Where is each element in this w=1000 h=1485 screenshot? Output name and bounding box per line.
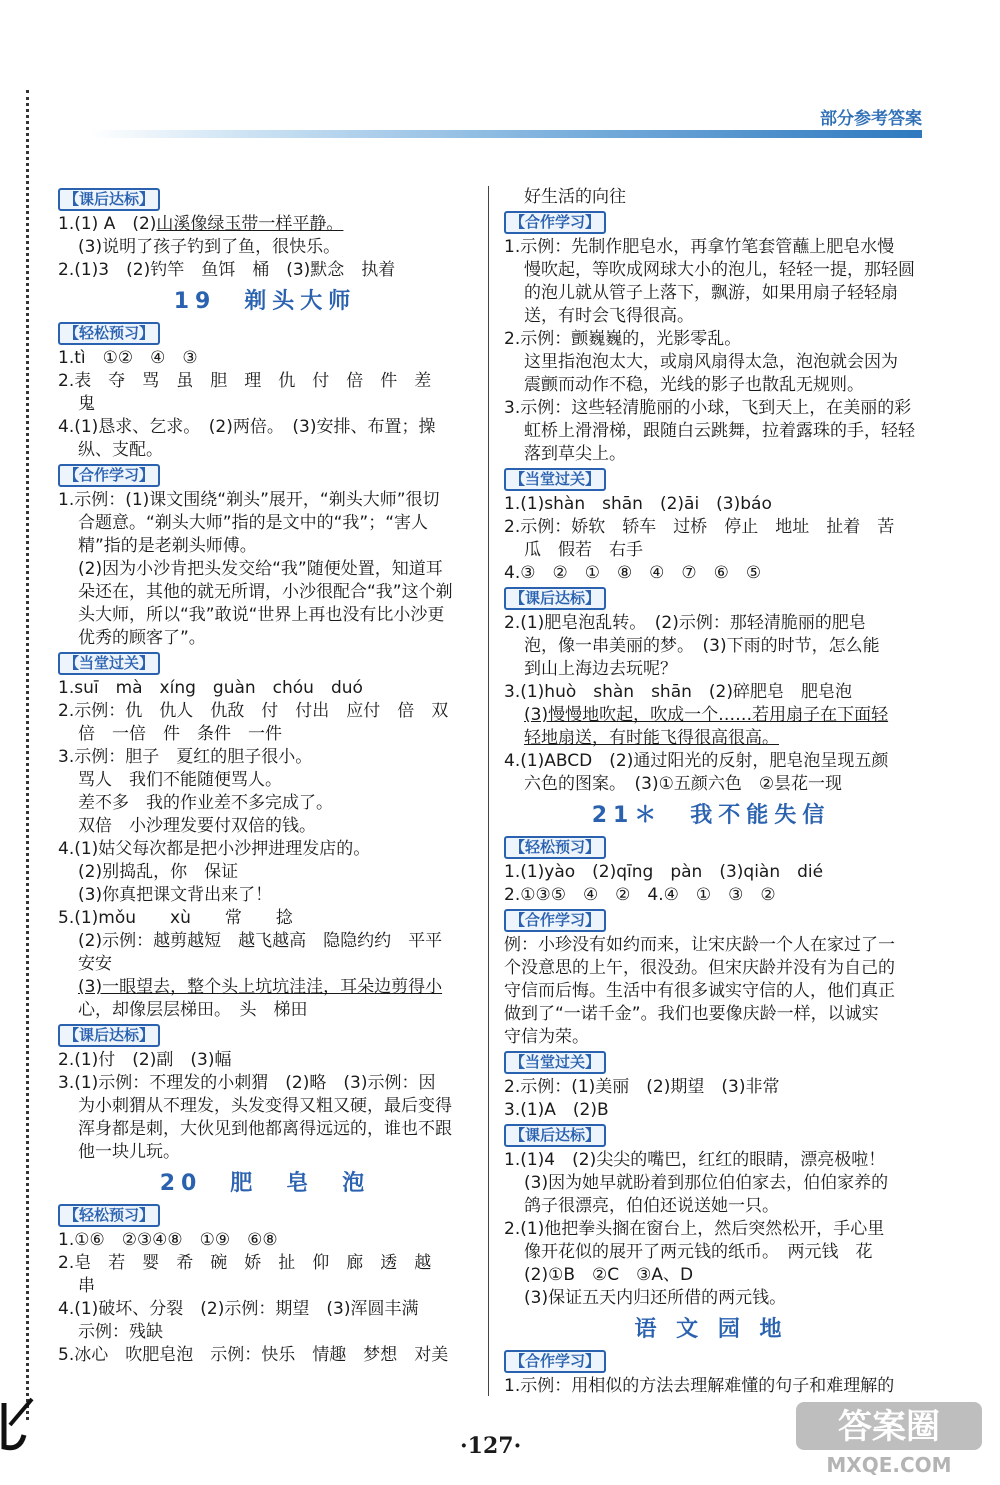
answer-text: 落到草尖上。	[524, 444, 626, 464]
section-tag-row	[504, 1349, 918, 1374]
answer-line	[504, 1026, 918, 1049]
section-tag: 【课后达标】	[504, 1124, 606, 1147]
answer-text: 骂人 我们不能随便骂人。	[78, 770, 282, 790]
answer-line	[58, 535, 472, 558]
answer-text: 串	[78, 1276, 95, 1296]
section-tag-row	[58, 187, 472, 212]
answer-line	[504, 562, 918, 585]
answer-text: 倍 一倍 件 条件 一件	[78, 724, 282, 744]
answer-text: 浑身都是刺，大伙见到他都离得远远的，谁也不跟	[78, 1119, 452, 1139]
answer-line	[504, 750, 918, 773]
answer-text: 泡，像一串美丽的梦。 (3)下雨的时节，怎么能	[524, 636, 880, 656]
answer-line	[504, 236, 918, 259]
answer-line	[504, 934, 918, 957]
answer-line	[58, 976, 472, 999]
answer-line	[504, 681, 918, 704]
answer-text: (2)因为小沙肯把头发交给“我”随便处置，知道耳	[78, 559, 443, 579]
section-tag-row	[58, 321, 472, 346]
answer-text: (2)别捣乱，你 保证	[78, 862, 239, 882]
answer-line	[58, 884, 472, 907]
section-tag: 【当堂过关】	[504, 1051, 606, 1074]
answer-text: 3.示例：这些轻清脆丽的小球，飞到天上，在美丽的彩	[504, 398, 912, 418]
answer-text: 4.(1)ABCD (2)通过阳光的反射，肥皂泡呈现五颜	[504, 751, 889, 771]
answer-text: 六色的图案。 (3)①五颜六色 ②昙花一现	[524, 774, 843, 794]
watermark-line2: MXQE.COM	[826, 1453, 952, 1477]
answer-text: 1.示例：(1)课文围绕“剃头”展开，“剃头大师”很切	[58, 490, 440, 510]
answer-line	[58, 700, 472, 723]
answer-line	[58, 723, 472, 746]
answer-line	[504, 704, 918, 727]
answer-text: (3)慢慢地吹起，吹成一个……若用扇子在下面轻	[524, 705, 889, 725]
answer-line	[58, 1118, 472, 1141]
answer-line	[504, 186, 918, 209]
answer-line	[504, 420, 918, 443]
answer-line	[504, 397, 918, 420]
answer-line	[504, 635, 918, 658]
header-rule	[90, 130, 922, 138]
answer-line	[58, 236, 472, 259]
answer-line	[58, 1141, 472, 1164]
answer-text: (3)保证五天内归还所借的两元钱。	[524, 1288, 787, 1308]
section-tag: 【合作学习】	[504, 1350, 606, 1373]
answer-line	[58, 1095, 472, 1118]
answer-line	[504, 1287, 918, 1310]
answer-line	[58, 677, 472, 700]
answer-line	[504, 539, 918, 562]
answer-line	[504, 1076, 918, 1099]
answer-text: 5.(1)mǒu xù 常 捻	[58, 908, 293, 928]
answer-line	[504, 1172, 918, 1195]
answer-text: 3.(1)A (2)B	[504, 1100, 609, 1120]
answer-text: (3)因为她早就盼着到那位伯伯家去，伯伯家养的	[524, 1173, 889, 1193]
answer-line	[58, 1229, 472, 1252]
answer-line	[58, 259, 472, 282]
section-tag: 【轻松预习】	[504, 836, 606, 859]
lesson-title: 21＊ 我不能失信	[591, 803, 831, 828]
answer-line	[504, 305, 918, 328]
right-column	[504, 186, 918, 1398]
section-tag: 【合作学习】	[504, 909, 606, 932]
answer-line	[504, 259, 918, 282]
answer-line	[504, 1003, 918, 1026]
answer-text: 1.(1)4 (2)尖尖的嘴巴，红红的眼睛，漂亮极啦！	[504, 1150, 886, 1170]
answer-text: 差不多 我的作业差不多完成了。	[78, 793, 333, 813]
watermark	[794, 1398, 984, 1478]
answer-text: 2.(1)3 (2)钓竿 鱼饵 桶 (3)默念 执着	[58, 260, 396, 280]
watermark-logo-icon	[794, 1398, 984, 1478]
answer-text: (2)示例：越剪越短 越飞越高 隐隐约约 平平	[78, 931, 443, 951]
answer-text: 2.示例：颤巍巍的，光影零乱。	[504, 329, 742, 349]
answer-text: 2.表 夺 骂 虽 胆 理 仇 付 倍 件 差	[58, 371, 432, 391]
section-tag-row	[58, 463, 472, 488]
answer-text: 优秀的顾客了”。	[78, 628, 206, 648]
answer-line	[58, 213, 472, 236]
lesson-title: 语 文 园 地	[634, 1317, 788, 1342]
answer-text: 守信而后悔。生活中有很多诚实守信的人，他们真正	[504, 981, 895, 1001]
answer-text: 4.(1)破坏、分裂 (2)示例：期望 (3)浑圆丰满	[58, 1299, 419, 1319]
answer-text: 1.示例：用相似的方法去理解难懂的句子和难理解的	[504, 1376, 895, 1396]
section-tag: 【课后达标】	[58, 188, 160, 211]
left-column	[58, 186, 472, 1367]
answer-text: 1.suī mà xíng guàn chóu duó	[58, 678, 363, 698]
answer-text: 合题意。“剃头大师”指的是文中的“我”；“害人	[78, 513, 429, 533]
answer-line	[504, 773, 918, 796]
answer-text: 山溪像绿玉带一样平静。	[156, 214, 344, 234]
section-tag: 【轻松预习】	[58, 1204, 160, 1227]
section-tag-row	[58, 651, 472, 676]
answer-text: 5.冰心 吹肥皂泡 示例：快乐 情趣 梦想 对美	[58, 1345, 449, 1365]
answer-text: 头大师，所以“我”敢说“世界上再也没有比小沙更	[78, 605, 445, 625]
answer-text: 的泡儿就从管子上落下，飘游，如果用扇子轻轻扇	[524, 283, 898, 303]
section-tag: 【合作学习】	[58, 464, 160, 487]
answer-text: 2.示例：娇软 轿车 过桥 停止 地址 扯着 苦	[504, 517, 895, 537]
answer-line	[504, 328, 918, 351]
answer-text: (3)说明了孩子钓到了鱼，很快乐。	[78, 237, 341, 257]
answer-text: 这里指泡泡太大，或扇风扇得太急，泡泡就会因为	[524, 352, 898, 372]
answer-line	[504, 1264, 918, 1287]
answer-line	[504, 351, 918, 374]
answer-text: 瓜 假若 右手	[524, 540, 643, 560]
answer-line	[58, 627, 472, 650]
answer-text: (3)一眼望去，整个头上坑坑洼洼，耳朵边剪得小	[78, 977, 443, 997]
answer-line	[504, 1241, 918, 1264]
answer-text: 2.①③⑤ ④ ② 4.④ ① ③ ②	[504, 885, 776, 905]
section-tag-row	[504, 1050, 918, 1075]
answer-line	[58, 746, 472, 769]
answer-text: 3.示例：胆子 夏红的胆子很小。	[58, 747, 313, 767]
page-number: ·127·	[460, 1433, 522, 1459]
answer-line	[504, 980, 918, 1003]
answer-line	[58, 1321, 472, 1344]
answer-line	[58, 953, 472, 976]
answer-text: 鬼	[78, 394, 95, 414]
answer-text: 双倍 小沙理发要付双倍的钱。	[78, 816, 316, 836]
answer-line	[504, 1149, 918, 1172]
answer-text: 1.①⑥ ②③④⑧ ①⑨ ⑥⑧	[58, 1230, 278, 1250]
answer-text: 1.(1)yào (2)qīng pàn (3)qiàn dié	[504, 862, 824, 882]
section-tag: 【课后达标】	[58, 1024, 160, 1047]
answer-line	[58, 815, 472, 838]
binding-edge	[26, 90, 29, 1420]
answer-line	[58, 393, 472, 416]
answer-text: 例：小珍没有如约而来，让宋庆龄一个人在家过了一	[504, 935, 895, 955]
answer-text: 做到了“一诺千金”。我们也要像庆龄一样，以诚实	[504, 1004, 879, 1024]
answer-text: 2.皂 若 婴 希 碗 娇 扯 仰 廊 透 越	[58, 1253, 432, 1273]
answer-text: 鸽子很漂亮，伯伯还说送她一只。	[524, 1196, 779, 1216]
section-tag-row	[58, 1203, 472, 1228]
answer-text: 3.(1)huò shàn shān (2)碎肥皂 肥皂泡	[504, 682, 852, 702]
answer-text: 为小刺猬从不理发，头发变得又粗又硬，最后变得	[78, 1096, 452, 1116]
section-tag: 【当堂过关】	[504, 468, 606, 491]
answer-text: 慢吹起，等吹成网球大小的泡儿，轻轻一提，那轻圆	[524, 260, 915, 280]
answer-text: 朵还在，其他的就无所谓，小沙很配合“我”这个剃	[78, 582, 453, 602]
answer-line	[58, 930, 472, 953]
answer-line	[58, 558, 472, 581]
section-tag: 【合作学习】	[504, 211, 606, 234]
answer-line	[58, 1252, 472, 1275]
answer-text: 送，有时会飞得很高。	[524, 306, 694, 326]
answer-text: 2.(1)付 (2)副 (3)幅	[58, 1050, 232, 1070]
section-tag: 【当堂过关】	[58, 652, 160, 675]
answer-line	[504, 884, 918, 907]
answer-text: 安安	[78, 954, 112, 974]
answer-line	[504, 861, 918, 884]
section-tag-row	[504, 908, 918, 933]
answer-line	[58, 489, 472, 512]
answer-text: 心，却像层层梯田。 头 梯田	[78, 1000, 308, 1020]
section-tag-row	[504, 1123, 918, 1148]
section-tag-row	[504, 586, 918, 611]
section-tag-row	[504, 467, 918, 492]
section-title: 部分参考答案	[820, 109, 922, 129]
answer-line	[58, 581, 472, 604]
answer-text: 2.(1)他把拳头搁在窗台上，然后突然松开，手心里	[504, 1219, 885, 1239]
answer-line	[504, 443, 918, 466]
answer-line	[58, 838, 472, 861]
section-tag: 【课后达标】	[504, 587, 606, 610]
answer-text: 3.(1)示例：不理发的小刺猬 (2)略 (3)示例：因	[58, 1073, 436, 1093]
answer-line	[58, 792, 472, 815]
answer-line	[58, 769, 472, 792]
answer-text: 1.(1)shàn shān (2)āi (3)báo	[504, 494, 772, 514]
answer-line	[58, 1298, 472, 1321]
answer-text: 轻地扇送，有时能飞得很高很高。	[524, 728, 779, 748]
answer-text: 震颤而动作不稳，光线的影子也散乱无规则。	[524, 375, 864, 395]
section-tag: 【轻松预习】	[58, 322, 160, 345]
answer-text: 4.(1)姑父每次都是把小沙押进理发店的。	[58, 839, 371, 859]
answer-line	[504, 374, 918, 397]
answer-line	[504, 1099, 918, 1122]
answer-text: 4.(1)恳求、乞求。 (2)两倍。 (3)安排、布置；操	[58, 417, 436, 437]
column-divider	[488, 186, 489, 1396]
section-tag-row	[504, 210, 918, 235]
answer-text: 虹桥上滑滑梯，跟随白云跳舞，拉着露珠的手，轻轻	[524, 421, 915, 441]
answer-line	[504, 493, 918, 516]
answer-text: 他一块儿玩。	[78, 1142, 180, 1162]
answer-text: 好生活的向往	[524, 187, 626, 207]
answer-line	[504, 612, 918, 635]
answer-text: 2.示例：仇 仇人 仇敌 付 付出 应付 倍 双	[58, 701, 449, 721]
answer-line	[504, 1218, 918, 1241]
answer-line	[58, 416, 472, 439]
answer-line	[504, 1195, 918, 1218]
answer-line	[504, 957, 918, 980]
answer-line	[58, 999, 472, 1022]
answer-text: 2.(1)肥皂泡乱转。 (2)示例：那轻清脆丽的肥皂	[504, 613, 866, 633]
answer-text: 1.示例：先制作肥皂水，再拿竹笔套管蘸上肥皂水慢	[504, 237, 895, 257]
answer-line	[504, 727, 918, 750]
answer-line	[58, 604, 472, 627]
answer-line	[58, 512, 472, 535]
lesson-title: 20 肥 皂 泡	[159, 1171, 371, 1196]
lesson-title: 19 剃头大师	[173, 289, 357, 314]
answer-line	[58, 370, 472, 393]
answer-text: 个没意思的上午，很没劲。但宋庆龄并没有为自己的	[504, 958, 895, 978]
answer-line	[58, 347, 472, 370]
answer-line	[58, 1275, 472, 1298]
corner-mark-icon	[0, 1395, 40, 1455]
answer-text: (2)①B ②C ③A、D	[524, 1265, 694, 1285]
answer-text: 精”指的是老剃头师傅。	[78, 536, 257, 556]
answer-line	[58, 439, 472, 462]
page-header	[0, 0, 1000, 160]
watermark-line1: 答案圈	[838, 1407, 940, 1447]
answer-text: 守信为荣。	[504, 1027, 589, 1047]
answer-line	[58, 1072, 472, 1095]
answer-text: 示例：残缺	[78, 1322, 163, 1342]
section-tag-row	[58, 1023, 472, 1048]
answer-line	[58, 907, 472, 930]
answer-text: 到山上海边去玩呢？	[524, 659, 677, 679]
answer-text: 1.(1) A (2)	[58, 214, 157, 234]
answer-line	[58, 1049, 472, 1072]
answer-line	[504, 282, 918, 305]
answer-line	[504, 516, 918, 539]
answer-line	[504, 1375, 918, 1398]
answer-line	[58, 1344, 472, 1367]
answer-text: 2.示例：(1)美丽 (2)期望 (3)非常	[504, 1077, 780, 1097]
answer-line	[58, 861, 472, 884]
answer-text: 像开花似的展开了两元钱的纸币。 两元钱 花	[524, 1242, 873, 1262]
answer-text: 纵、支配。	[78, 440, 163, 460]
answer-text: 4.③ ② ① ⑧ ④ ⑦ ⑥ ⑤	[504, 563, 762, 583]
answer-text: 1.tì ①② ④ ③	[58, 348, 198, 368]
answer-line	[504, 658, 918, 681]
section-tag-row	[504, 835, 918, 860]
answer-text: (3)你真把课文背出来了！	[78, 885, 273, 905]
